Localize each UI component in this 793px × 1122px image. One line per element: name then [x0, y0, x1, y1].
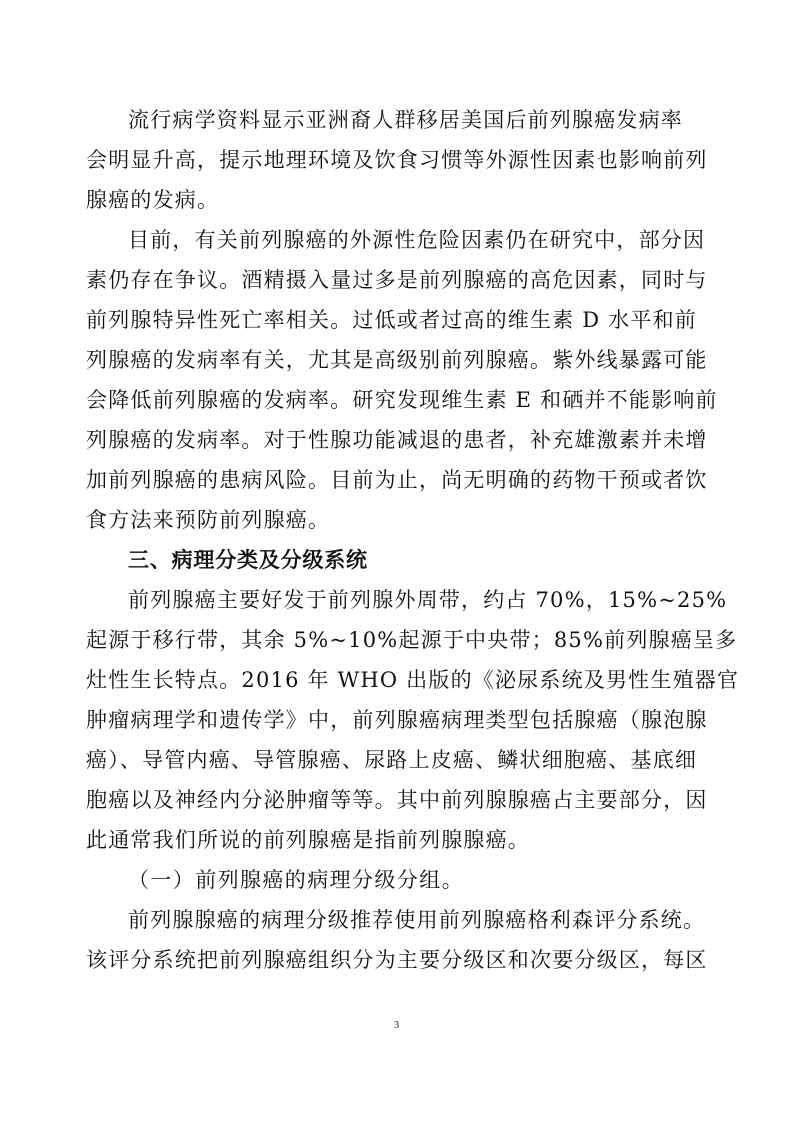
- paragraph-3-line-4: 肿瘤病理学和遗传学》中，前列腺癌病理类型包括腺癌（腺泡腺: [86, 708, 708, 732]
- paragraph-2-line-4: 列腺癌的发病率有关，尤其是高级别前列腺癌。紫外线暴露可能: [86, 348, 708, 372]
- paragraph-3-line-2: 起源于移行带，其余 5%~10%起源于中央带；85%前列腺癌呈多: [86, 628, 738, 652]
- paragraph-2-line-6: 列腺癌的发病率。对于性腺功能减退的患者，补充雄激素并未增: [86, 428, 708, 452]
- paragraph-3-line-3: 灶性生长特点。2016 年 WHO 出版的《泌尿系统及男性生殖器官: [86, 668, 740, 692]
- paragraph-4-line-2: 该评分系统把前列腺癌组织分为主要分级区和次要分级区，每区: [86, 948, 708, 972]
- paragraph-1-line-3: 腺癌的发病。: [86, 188, 220, 212]
- section-heading: 三、病理分类及分级系统: [128, 548, 368, 572]
- paragraph-2-line-5: 会降低前列腺癌的发病率。研究发现维生素 E 和硒并不能影响前: [86, 388, 718, 412]
- paragraph-3-line-1: 前列腺癌主要好发于前列腺外周带，约占 70%，15%~25%: [128, 588, 728, 612]
- paragraph-3-line-6: 胞癌以及神经内分泌肿瘤等等。其中前列腺腺癌占主要部分，因: [86, 788, 708, 812]
- paragraph-2-line-1: 目前，有关前列腺癌的外源性危险因素仍在研究中，部分因: [128, 228, 706, 252]
- paragraph-2-line-2: 素仍存在争议。酒精摄入量过多是前列腺癌的高危因素，同时与: [86, 268, 708, 292]
- subsection-heading: （一）前列腺癌的病理分级分组。: [128, 868, 464, 892]
- paragraph-3-line-7: 此通常我们所说的前列腺癌是指前列腺腺癌。: [86, 828, 530, 852]
- paragraph-1-line-1: 流行病学资料显示亚洲裔人群移居美国后前列腺癌发病率: [128, 108, 683, 132]
- paragraph-2-line-3: 前列腺特异性死亡率相关。过低或者过高的维生素 D 水平和前: [86, 308, 697, 332]
- paragraph-2-line-7: 加前列腺癌的患病风险。目前为止，尚无明确的药物干预或者饮: [86, 468, 708, 492]
- paragraph-4-line-1: 前列腺腺癌的病理分级推荐使用前列腺癌格利森评分系统。: [128, 908, 706, 932]
- page-number: 3: [393, 1019, 400, 1031]
- paragraph-2-line-8: 食方法来预防前列腺癌。: [86, 508, 331, 532]
- paragraph-3-line-5: 癌）、导管内癌、导管腺癌、尿路上皮癌、鳞状细胞癌、基底细: [86, 748, 698, 772]
- paragraph-1-line-2: 会明显升高，提示地理环境及饮食习惯等外源性因素也影响前列: [86, 148, 708, 172]
